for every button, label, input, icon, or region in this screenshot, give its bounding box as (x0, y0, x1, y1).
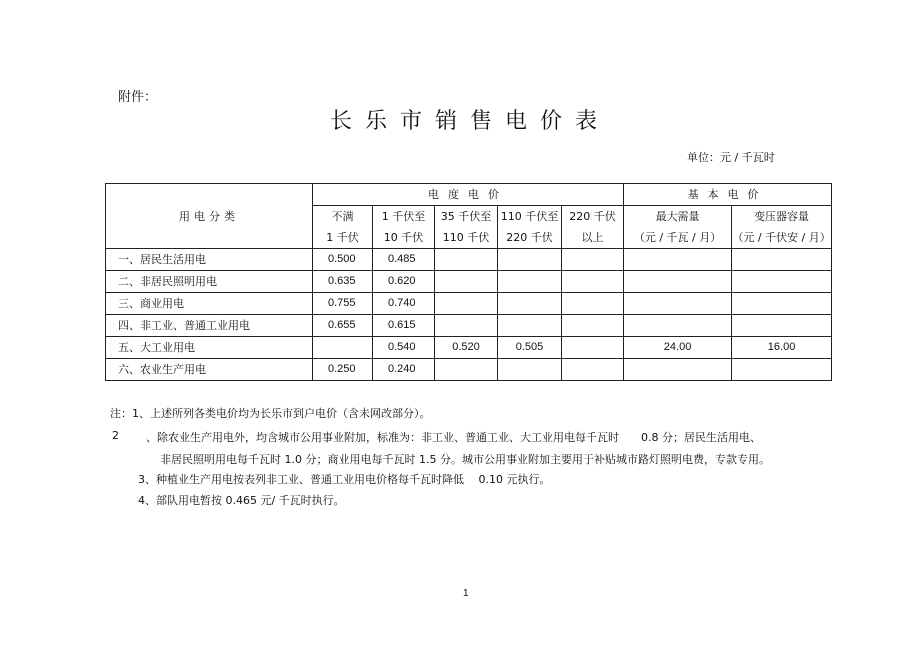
note-4: 4、部队用电暂按 0.465 元/ 千瓦时执行。 (138, 494, 345, 507)
cell-value: 0.755 (313, 293, 373, 315)
cell-value (498, 315, 562, 337)
note-3: 3、种植业生产用电按表列非工业、普通工业用电价格每千瓦时降低 0.10 元执行。 (138, 473, 551, 486)
row-name: 四、非工业、普通工业用电 (106, 315, 313, 337)
cell-value (498, 271, 562, 293)
table-row (106, 359, 832, 381)
col-header: 变压器容量 (732, 206, 832, 228)
price-table (105, 183, 832, 381)
col-header-sub: 10 千伏 (373, 227, 435, 249)
cell-value (498, 359, 562, 381)
cell-value (435, 271, 498, 293)
col-header-sub: 220 千伏 (498, 227, 562, 249)
cell-value (732, 359, 832, 381)
cell-value: 0.740 (373, 293, 435, 315)
cell-value (435, 359, 498, 381)
cell-value (562, 315, 624, 337)
cell-value (562, 271, 624, 293)
row-name: 五、大工业用电 (106, 337, 313, 359)
note-2-line-1: 、除农业生产用电外，均含城市公用事业附加，标准为：非工业、普通工业、大工业用电每千瓦时 0.8 分；居民生活用电、 (146, 431, 761, 444)
cell-value (313, 337, 373, 359)
energy-price-header: 电度电价 (313, 184, 624, 206)
note-1: 注：1、上述所列各类电价均为长乐市到户电价（含未网改部分）。 (110, 407, 431, 420)
table-row (106, 293, 832, 315)
cell-value: 0.500 (313, 249, 373, 271)
col-header: 不满 (313, 206, 373, 228)
table-row (106, 337, 832, 359)
cell-value (562, 337, 624, 359)
col-header-sub: 1 千伏 (313, 227, 373, 249)
cell-value (624, 293, 732, 315)
cell-value (562, 249, 624, 271)
cell-value: 24.00 (624, 337, 732, 359)
row-name: 一、居民生活用电 (106, 249, 313, 271)
cell-value: 0.635 (313, 271, 373, 293)
cell-value: 0.240 (373, 359, 435, 381)
page-title: 长乐市销售电价表 (330, 109, 611, 134)
col-header: 35 千伏至 (435, 206, 498, 228)
cell-value (435, 293, 498, 315)
cell-value (435, 249, 498, 271)
cell-value (732, 271, 832, 293)
row-name: 二、非居民照明用电 (106, 271, 313, 293)
attachment-label: 附件： (118, 90, 158, 105)
cell-value (562, 359, 624, 381)
cell-value (732, 315, 832, 337)
category-header: 用电分类 (106, 184, 313, 249)
basic-price-header: 基本电价 (624, 184, 832, 206)
cell-value: 0.520 (435, 337, 498, 359)
row-name: 三、商业用电 (106, 293, 313, 315)
table-row (106, 271, 832, 293)
cell-value (732, 249, 832, 271)
cell-value (435, 315, 498, 337)
cell-value (624, 271, 732, 293)
cell-value (498, 249, 562, 271)
table-row (106, 315, 832, 337)
cell-value: 0.655 (313, 315, 373, 337)
col-header-sub: （元 / 千伏安 / 月） (732, 227, 832, 249)
cell-value (624, 315, 732, 337)
col-header: 110 千伏至 (498, 206, 562, 228)
unit-label: 单位：元 / 千瓦时 (687, 151, 775, 164)
header-row-1 (106, 184, 832, 206)
note-2-line-2: 非居民照明用电每千瓦时 1.0 分；商业用电每千瓦时 1.5 分。城市公用事业附加主要用于补贴城市路灯照明电费，专款专用。 (160, 453, 770, 466)
cell-value (498, 293, 562, 315)
cell-value (624, 249, 732, 271)
cell-value (562, 293, 624, 315)
cell-value (732, 293, 832, 315)
cell-value: 0.620 (373, 271, 435, 293)
page-number: 1 (463, 588, 469, 599)
cell-value: 0.540 (373, 337, 435, 359)
row-name: 六、农业生产用电 (106, 359, 313, 381)
col-header-sub: （元 / 千瓦 / 月） (624, 227, 732, 249)
cell-value: 0.250 (313, 359, 373, 381)
table-row (106, 249, 832, 271)
col-header: 1 千伏至 (373, 206, 435, 228)
note-2-number: 2 (112, 429, 119, 442)
col-header-sub: 以上 (562, 227, 624, 249)
cell-value: 0.505 (498, 337, 562, 359)
col-header: 最大需量 (624, 206, 732, 228)
cell-value: 16.00 (732, 337, 832, 359)
cell-value: 0.485 (373, 249, 435, 271)
cell-value: 0.615 (373, 315, 435, 337)
col-header: 220 千伏 (562, 206, 624, 228)
col-header-sub: 110 千伏 (435, 227, 498, 249)
cell-value (624, 359, 732, 381)
